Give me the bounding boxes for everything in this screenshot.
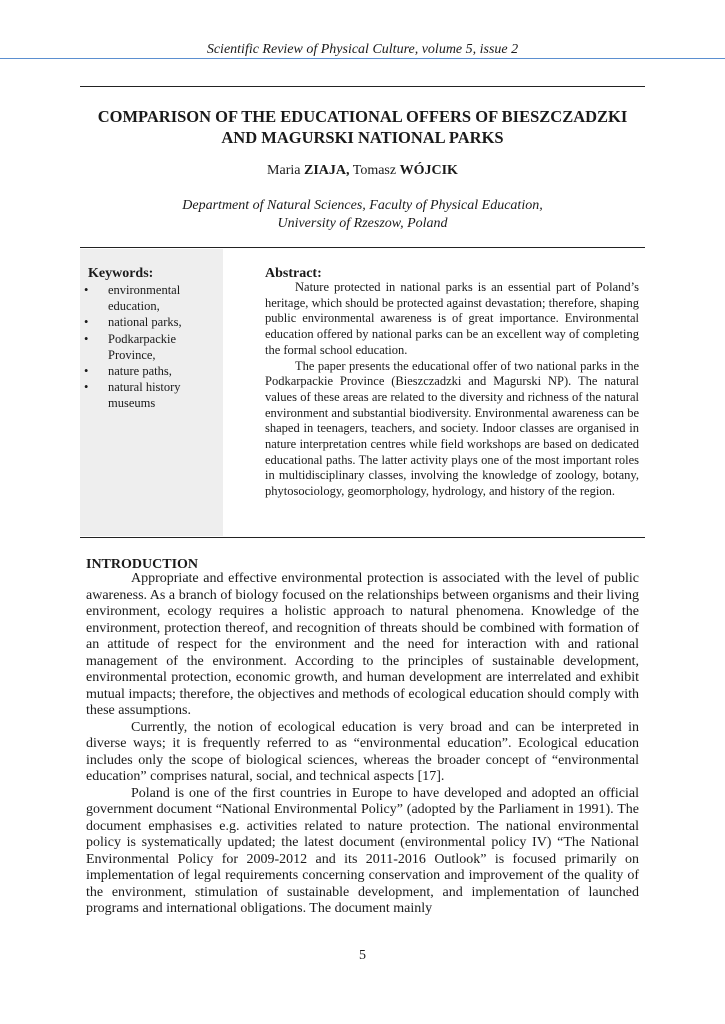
keyword-text: nature paths, bbox=[108, 364, 172, 379]
abstract-top-rule bbox=[80, 247, 645, 248]
keyword-item bbox=[84, 379, 218, 411]
body-paragraph: Appropriate and effective environmental protection is associated with the level of public awareness. As a branch of biology focused on the relationships between organisms and their living environment, ecology requires a holistic approach to natural phenomena. Knowledge of the environment, protection thereof, and recognition of threats should be combined with formation of an attitude of respect for the environment and the need for interaction with and rational management of the environment. According to the principles of sustainable development, environmental protection, economic growth, and human development are interrelated and exhibit mutual impacts; therefore, the objectives and methods of ecological education should comply with these assumptions. bbox=[86, 571, 639, 718]
title-line-1: COMPARISON OF THE EDUCATIONAL OFFERS OF BIESZCZADZKI bbox=[97, 107, 628, 126]
abstract-paragraph: The paper presents the educational offer of two national parks in the Podkarpackie Province (Bieszczadzki and Magurski NP). The natural values of these areas are related to the diversity and richness of the natural environment and substantial biodiversity. Environmental awareness can be shaped in teenagers, teachers, and society. Indoor classes are organised in nature interpretation centres while field workshops are based on dedicated educational paths. The latter activity plays one of the most important roles in multidisciplinary classes, involving the knowledge of zoology, botany, phytosociology, geomorphology, hydrology, and history of the region. bbox=[265, 358, 639, 499]
bullet-icon: • bbox=[84, 380, 89, 395]
title-top-rule bbox=[80, 86, 645, 87]
affiliation bbox=[80, 197, 645, 233]
keyword-text: environmental education, bbox=[108, 283, 181, 314]
abstract-heading: Abstract: bbox=[265, 266, 322, 281]
keyword-item bbox=[84, 314, 218, 330]
introduction-body bbox=[86, 571, 639, 918]
keyword-item bbox=[84, 363, 218, 379]
author-2-first-name: Tomasz bbox=[349, 163, 400, 178]
keywords-list bbox=[84, 282, 218, 412]
abstract-body bbox=[265, 280, 639, 500]
keyword-item bbox=[84, 331, 218, 363]
bullet-icon: • bbox=[84, 364, 89, 379]
running-head: Scientific Review of Physical Culture, volume 5, issue 2 bbox=[206, 42, 519, 57]
bullet-icon: • bbox=[84, 315, 89, 330]
author-list bbox=[80, 162, 645, 180]
bullet-icon: • bbox=[84, 331, 89, 346]
author-1-first-name: Maria bbox=[267, 163, 304, 178]
header-rule bbox=[0, 58, 725, 59]
affiliation-line-2: University of Rzeszow, Poland bbox=[277, 216, 448, 231]
paper-title bbox=[80, 106, 645, 148]
affiliation-line-1: Department of Natural Sciences, Faculty of Physical Education, bbox=[182, 198, 543, 213]
body-paragraph: Poland is one of the first countries in Europe to have developed and adopted an official government document “National Environmental Policy” (adopted by the Parliament in 1991). The document emphasises e.g. activities related to nature protection. The national environmental policy is systematically updated; the latest document (environmental policy IV) “The National Environmental Policy for 2009-2012 and its 2011-2016 Outlook” is focused primarily on implementation of legal requirements concerning conservation and improvement of the quality of the environment, stimulation of sustainable development, and implementation of launched programs and international obligations. The document mainly bbox=[86, 785, 639, 916]
bullet-icon: • bbox=[84, 283, 89, 297]
keyword-item bbox=[84, 282, 218, 314]
keyword-text: Podkarpackie Province, bbox=[108, 331, 177, 362]
body-paragraph: Currently, the notion of ecological education is very broad and can be interpreted in diverse ways; it is frequently referred to as “environmental education”. Ecological education includes only the scope of biological sciences, whereas the broader concept of “environmental education” comprises natural, social, and technical aspects [17]. bbox=[86, 719, 639, 784]
author-2-last-name: WÓJCIK bbox=[399, 163, 458, 178]
keyword-text: natural history museums bbox=[108, 380, 181, 411]
abstract-paragraph: Nature protected in national parks is an essential part of Poland’s heritage, which should be protected against devastation; therefore, shaping public environmental awareness is of great importance. Environmental education offered by national parks can be an excellent way of completing the formal school education. bbox=[265, 280, 639, 357]
keyword-text: national parks, bbox=[108, 315, 182, 330]
page-number: 5 bbox=[359, 948, 366, 963]
abstract-bottom-rule bbox=[80, 537, 645, 538]
author-1-last-name: ZIAJA, bbox=[303, 163, 350, 178]
title-line-2: AND MAGURSKI NATIONAL PARKS bbox=[221, 128, 504, 147]
section-heading-introduction: INTRODUCTION bbox=[86, 557, 199, 572]
keywords-heading: Keywords: bbox=[88, 266, 154, 281]
